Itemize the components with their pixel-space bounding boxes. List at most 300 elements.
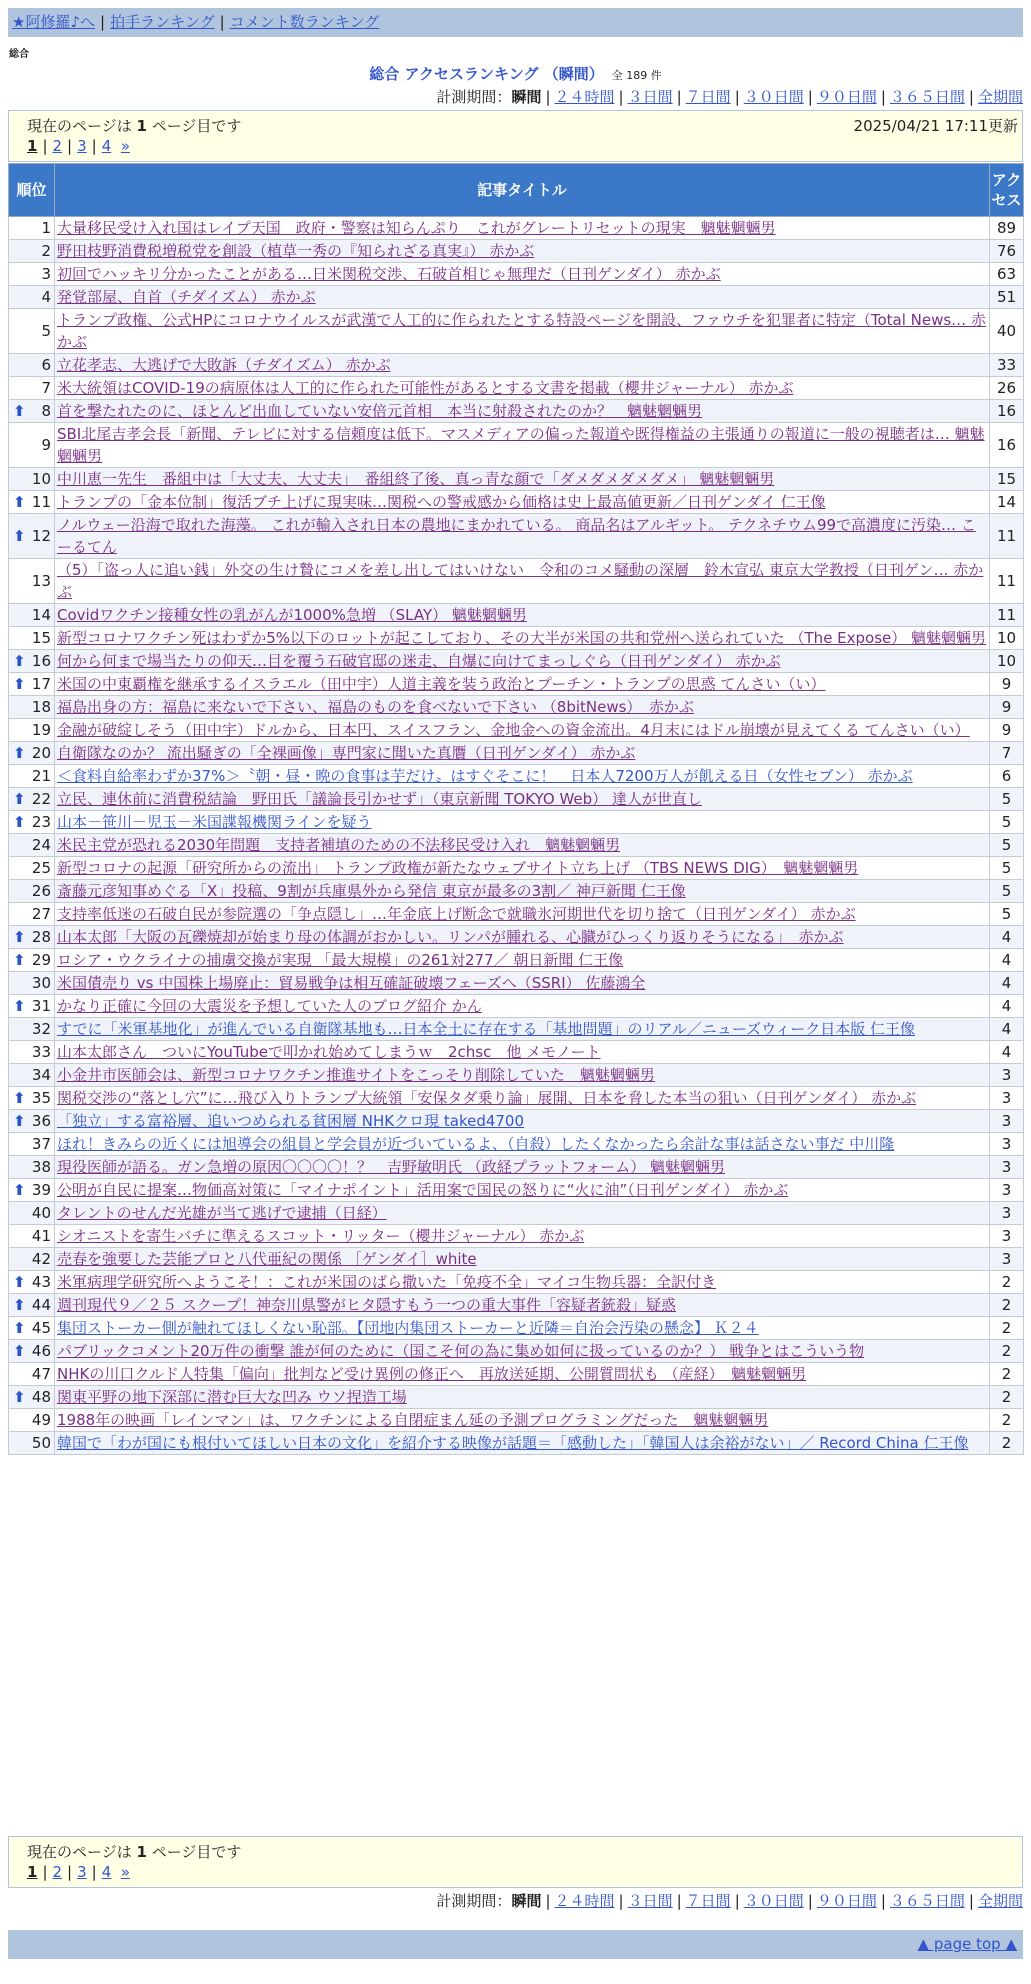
page-separator: | — [42, 1863, 48, 1881]
title-cell — [55, 972, 990, 995]
rank-number: 21 — [31, 767, 51, 785]
title-cell — [55, 514, 990, 559]
period-link[interactable]: ３日間 — [627, 1892, 673, 1910]
rank-number: 7 — [41, 379, 51, 397]
footer-bar — [8, 1930, 1023, 1959]
rank-number: 3 — [41, 265, 51, 283]
rank-number: 31 — [31, 997, 51, 1015]
rank-up-arrow-icon: ⬆ — [13, 1089, 26, 1107]
title-cell — [55, 995, 990, 1018]
access-count: 5 — [990, 880, 1024, 903]
page-link[interactable]: 2 — [52, 1863, 63, 1881]
period-link[interactable]: ９０日間 — [816, 1892, 877, 1910]
table-row — [9, 1179, 1024, 1202]
table-row — [9, 765, 1024, 788]
article-link[interactable]: 大量移民受け入れ国はレイプ天国 政府・警察は知らんぷり これがグレートリセットの現実 魑魅魍魎男 — [57, 219, 776, 237]
period-separator: | — [545, 1892, 551, 1910]
period-separator: | — [968, 1892, 974, 1910]
rank-cell — [9, 719, 55, 742]
table-row — [9, 627, 1024, 650]
ranking-rows — [9, 217, 1024, 1455]
page-link[interactable]: 4 — [101, 1863, 112, 1881]
table-row — [9, 1294, 1024, 1317]
title-cell — [55, 788, 990, 811]
page-link[interactable]: 3 — [77, 137, 87, 155]
article-link[interactable]: 集団ストーカー側が触れてほしくない恥部。【団地内集団ストーカーと近隣＝自治会汚染の懸念】 Ｋ２４ — [57, 1319, 759, 1337]
rank-number: 4 — [41, 288, 51, 306]
rank-number: 6 — [41, 356, 51, 374]
article-link[interactable]: 発覚部屋、自首（チダイズム） 赤かぶ — [57, 288, 316, 306]
access-count: 9 — [990, 719, 1024, 742]
article-link[interactable]: トランプ政権、公式HPにコロナウイルスが武漢で人工的に作られたとする特設ページを開設、ファウチを犯罪者に特定（Total News… 赤かぶ — [57, 311, 986, 351]
article-link[interactable]: 米民主党が恐れる2030年問題 支持者補填のための不法移民受け入れ 魑魅魍魎男 — [57, 836, 621, 854]
table-row — [9, 811, 1024, 834]
article-link[interactable]: （5）「盗っ人に追い銭」外交の生け贄にコメを差し出してはいけない 令和のコメ騒動の深層 鈴木宣弘 東京大学教授（日刊ゲン… 赤かぶ — [57, 561, 984, 601]
access-count: 5 — [990, 834, 1024, 857]
access-count: 10 — [990, 650, 1024, 673]
article-link[interactable]: 週刊現代９／２５ スクープ！神奈川県警がヒタ隠すもう一つの重大事件「容疑者銃殺」疑惑 — [57, 1296, 677, 1314]
period-selector-top — [436, 87, 1023, 107]
access-count: 5 — [990, 903, 1024, 926]
article-link[interactable]: パブリックコメント20万件の衝撃 誰が何のために（国こそ何の為に集め如何に扱っているのか？） 戦争とはこういう物 — [57, 1342, 865, 1360]
table-row — [9, 1409, 1024, 1432]
title-cell — [55, 1225, 990, 1248]
title-cell — [55, 1317, 990, 1340]
rank-cell — [9, 1340, 55, 1363]
title-cell — [55, 1432, 990, 1455]
table-row — [9, 1202, 1024, 1225]
access-count: 11 — [990, 604, 1024, 627]
rank-cell — [9, 1317, 55, 1340]
rank-cell — [9, 880, 55, 903]
article-link[interactable]: 1988年の映画「レインマン」は、ワクチンによる自閉症まん延の予測プログラミングだった 魑魅魍魎男 — [57, 1411, 769, 1429]
nav-separator: | — [100, 13, 106, 31]
rank-cell — [9, 1133, 55, 1156]
article-link[interactable]: 立民、連休前に消費税結論 野田氏「議論長引かせず」（東京新聞 TOKYO Web） 達人が世直し — [57, 790, 702, 808]
updated-time: 2025/04/21 17:11更新 — [853, 117, 1018, 135]
table-row — [9, 604, 1024, 627]
access-count: 63 — [990, 263, 1024, 286]
access-count: 3 — [990, 1087, 1024, 1110]
access-count: 5 — [990, 811, 1024, 834]
period-separator: | — [968, 88, 974, 106]
access-count: 2 — [990, 1386, 1024, 1409]
rank-cell — [9, 377, 55, 400]
article-link[interactable]: かなり正確に今回の大震災を予想していた人のブログ紹介 かん — [57, 997, 482, 1015]
rank-number: 23 — [31, 813, 51, 831]
title-cell — [55, 696, 990, 719]
comment-ranking-link[interactable]: コメント数ランキング — [229, 13, 380, 31]
article-link[interactable]: 立花孝志、大逃げで大敗訴（チダイズム） 赤かぶ — [57, 356, 391, 374]
period-separator: | — [676, 88, 682, 106]
page-current: 1 — [27, 137, 38, 155]
table-row — [9, 949, 1024, 972]
category-label: 総合 — [9, 49, 29, 60]
title-cell — [55, 263, 990, 286]
page-top-link[interactable]: ▲ page top ▲ — [917, 1935, 1017, 1953]
rank-number: 44 — [31, 1296, 51, 1314]
rank-cell — [9, 514, 55, 559]
rank-number: 11 — [31, 493, 51, 511]
article-link[interactable]: 斎藤元彦知事めぐる「X」投稿、9割が兵庫県外から発信 東京が最多の3割／ 神戸新聞 仁王像 — [57, 882, 686, 900]
rank-cell — [9, 604, 55, 627]
article-link[interactable]: NHKの川口クルド人特集「偏向」批判など受け異例の修正へ 再放送延期、公開質問状も （産経） 魑魅魍魎男 — [57, 1365, 807, 1383]
rank-number: 14 — [31, 606, 51, 624]
period-label: 計測期間： — [436, 1892, 512, 1910]
article-link[interactable]: 米軍病理学研究所へようこそ！：これが米国のばら撒いた「免疫不全」マイコ生物兵器：全訳付き — [57, 1273, 717, 1291]
article-link[interactable]: すでに「米軍基地化」が進んでいる自衛隊基地も…日本全土に存在する「基地問題」のリアル／ニューズウィーク日本版 仁王像 — [57, 1020, 915, 1038]
table-row — [9, 263, 1024, 286]
period-link[interactable]: ７日間 — [685, 88, 731, 106]
access-count: 16 — [990, 423, 1024, 468]
article-link[interactable]: 首を撃たれたのに、ほとんど出血していない安倍元首相 本当に射殺されたのか？ 魑魅魍魎男 — [57, 402, 703, 420]
access-column-header: アクセス — [990, 164, 1024, 217]
access-count: 2 — [990, 1409, 1024, 1432]
title-cell — [55, 1179, 990, 1202]
period-link[interactable]: ３０日間 — [743, 1892, 804, 1910]
rank-up-arrow-icon: ⬆ — [13, 951, 26, 969]
current-page-message: 現在のページは 1 ページ目です — [27, 1843, 242, 1861]
article-link[interactable]: 売春を強要した芸能プロと八代亜紀の関係 ［ゲンダイ］white — [57, 1250, 477, 1268]
rank-number: 36 — [31, 1112, 51, 1130]
article-link[interactable]: 山本－笹川－児玉－米国諜報機関ラインを疑う — [57, 813, 372, 831]
article-link[interactable]: 公明が自民に提案…物価高対策に「マイナポイント」活用案で国民の怒りに“火に油”（日刊ゲンダイ） 赤かぶ — [57, 1181, 789, 1199]
title-cell — [55, 903, 990, 926]
rank-cell — [9, 1363, 55, 1386]
access-count: 51 — [990, 286, 1024, 309]
rank-up-arrow-icon: ⬆ — [13, 928, 26, 946]
rank-number: 10 — [31, 470, 51, 488]
article-link[interactable]: 米国債売り vs 中国株上場廃止：貿易戦争は相互確証破壊フェーズへ（SSRI） 佐藤鴻全 — [57, 974, 646, 992]
access-count: 3 — [990, 1179, 1024, 1202]
article-link[interactable]: 新型コロナの起源「研究所からの流出」 トランプ政権が新たなウェブサイト立ち上げ （TBS NEWS DIG） 魑魅魍魎男 — [57, 859, 859, 877]
article-link[interactable]: 米大統領はCOVID-19の病原体は人工的に作られた可能性があるとする文書を掲載（櫻井ジャーナル） 赤かぶ — [57, 379, 794, 397]
period-link[interactable]: ３６５日間 — [889, 88, 965, 106]
rank-up-arrow-icon: ⬆ — [13, 997, 26, 1015]
access-count: 11 — [990, 514, 1024, 559]
rank-up-arrow-icon: ⬆ — [13, 1342, 26, 1360]
page-link[interactable]: 2 — [52, 137, 63, 155]
rank-cell — [9, 1202, 55, 1225]
rank-cell — [9, 468, 55, 491]
page-separator: | — [91, 137, 97, 155]
title-cell — [55, 286, 990, 309]
rank-cell — [9, 1271, 55, 1294]
rank-cell — [9, 1087, 55, 1110]
access-count: 2 — [990, 1340, 1024, 1363]
pagination — [27, 137, 130, 155]
rank-cell — [9, 1432, 55, 1455]
page-separator: | — [67, 1863, 73, 1881]
rank-up-arrow-icon: ⬆ — [13, 402, 26, 420]
rank-cell — [9, 1294, 55, 1317]
title-cell — [55, 765, 990, 788]
title-cell — [55, 377, 990, 400]
rank-number: 22 — [31, 790, 51, 808]
period-separator: | — [545, 88, 551, 106]
article-link[interactable]: ノルウェー沿海で取れた海藻。 これが輸入され日本の農地にまかれている。 商品名はアルギット。 テクネチウム99で高濃度に汚染… こーるてん — [57, 516, 976, 556]
access-count: 33 — [990, 354, 1024, 377]
period-link[interactable]: ３日間 — [627, 88, 673, 106]
page-link[interactable]: 4 — [101, 137, 112, 155]
access-count: 3 — [990, 1202, 1024, 1225]
article-link[interactable]: タレントのせんだ光雄が当て逃げで逮捕（日経） — [57, 1204, 387, 1222]
period-link[interactable]: 全期間 — [977, 1892, 1023, 1910]
article-link[interactable]: ＜食料自給率わずか37%＞〝朝・昼・晩の食事は芋だけ〟はすぐそこに！ 日本人7200万人が飢える日（女性セブン） 赤かぶ — [57, 767, 913, 785]
table-row — [9, 491, 1024, 514]
period-link[interactable]: ２４時間 — [554, 1892, 615, 1910]
access-count: 5 — [990, 788, 1024, 811]
next-page-link[interactable]: » — [120, 137, 130, 155]
title-cell — [55, 1202, 990, 1225]
table-row — [9, 972, 1024, 995]
rank-cell — [9, 491, 55, 514]
rank-cell — [9, 1018, 55, 1041]
table-row — [9, 286, 1024, 309]
period-label: 計測期間： — [436, 88, 512, 106]
title-cell — [55, 1133, 990, 1156]
article-link[interactable]: 金融が破綻しそう（田中宇）ドルから、日本円、スイスフラン、金地金への資金流出。4月末にはドル崩壊が見えてくる てんさい（い） — [57, 721, 970, 739]
title-cell — [55, 1041, 990, 1064]
access-count: 2 — [990, 1363, 1024, 1386]
title-cell — [55, 834, 990, 857]
article-link[interactable]: 中川恵一先生 番組中は「大丈夫、大丈夫」 番組終了後、真っ青な顔で「ダメダメダメダメ」 魑魅魍魎男 — [57, 470, 775, 488]
article-link[interactable]: 韓国で「わが国にも根付いてほしい日本の文化」を紹介する映像が話題＝「感動した」「韓国人は余裕がない」／ Record China 仁王像 — [57, 1434, 969, 1452]
table-row — [9, 1133, 1024, 1156]
ranking-heading — [0, 64, 1031, 86]
article-link[interactable]: シオニストを寄生バチに準えるスコット・リッター（櫻井ジャーナル） 赤かぶ — [57, 1227, 585, 1245]
access-count: 11 — [990, 559, 1024, 604]
period-separator: | — [734, 88, 740, 106]
rank-cell — [9, 673, 55, 696]
rank-number: 34 — [31, 1066, 51, 1084]
home-link[interactable]: ★阿修羅♪へ — [12, 13, 96, 31]
period-separator: | — [807, 88, 813, 106]
title-cell — [55, 400, 990, 423]
rank-cell — [9, 696, 55, 719]
period-link[interactable]: 全期間 — [977, 88, 1023, 106]
article-link[interactable]: Covidワクチン接種女性の乳がんが1000%急増 （SLAY） 魑魅魍魎男 — [57, 606, 527, 624]
rank-cell — [9, 627, 55, 650]
rank-up-arrow-icon: ⬆ — [13, 1388, 26, 1406]
access-count: 4 — [990, 1041, 1024, 1064]
period-separator: | — [618, 1892, 624, 1910]
current-page-number: 1 — [136, 117, 147, 135]
table-row — [9, 1386, 1024, 1409]
rank-number: 41 — [31, 1227, 51, 1245]
article-link[interactable]: 現役医師が語る。ガン急増の原因〇〇〇〇！？ 吉野敏明氏 （政経プラットフォーム） 魑魅魍魎男 — [57, 1158, 726, 1176]
article-link[interactable]: 福島出身の方：福島に来ないで下さい、福島のものを食べないで下さい （8bitNews） 赤かぶ — [57, 698, 694, 716]
access-count: 3 — [990, 1248, 1024, 1271]
rank-cell — [9, 903, 55, 926]
page-info-bottom — [8, 1836, 1023, 1888]
period-separator: | — [880, 88, 886, 106]
rank-cell — [9, 1386, 55, 1409]
rank-number: 17 — [31, 675, 51, 693]
access-count: 4 — [990, 926, 1024, 949]
access-count: 6 — [990, 765, 1024, 788]
rank-number: 40 — [31, 1204, 51, 1222]
rank-number: 9 — [41, 436, 51, 454]
table-row — [9, 217, 1024, 240]
rank-cell — [9, 811, 55, 834]
article-link[interactable]: 支持率低迷の石破自民が参院選の「争点隠し」…年金底上げ断念で就職氷河期世代を切り捨て（日刊ゲンダイ） 赤かぶ — [57, 905, 856, 923]
rank-number: 50 — [31, 1434, 51, 1452]
title-cell — [55, 880, 990, 903]
article-link[interactable]: ロシア・ウクライナの捕虜交換が実現 「最大規模」の261対277／ 朝日新聞 仁王像 — [57, 951, 624, 969]
table-row — [9, 514, 1024, 559]
article-link[interactable]: 米国の中東覇権を継承するイスラエル（田中宇）人道主義を装う政治とプーチン・トランプの思惑 てんさい（い） — [57, 675, 826, 693]
rank-number: 1 — [41, 219, 51, 237]
access-count: 76 — [990, 240, 1024, 263]
access-count: 40 — [990, 309, 1024, 354]
period-link[interactable]: ３０日間 — [743, 88, 804, 106]
rank-up-arrow-icon: ⬆ — [13, 1319, 26, 1337]
title-cell — [55, 742, 990, 765]
article-link[interactable]: 野田枝野消費税増税党を創設（植草一秀の『知られざる真実』） 赤かぶ — [57, 242, 535, 260]
rank-cell — [9, 286, 55, 309]
table-row — [9, 719, 1024, 742]
table-row — [9, 1225, 1024, 1248]
rank-cell — [9, 1110, 55, 1133]
access-count: 9 — [990, 696, 1024, 719]
rank-number: 29 — [31, 951, 51, 969]
rank-number: 46 — [31, 1342, 51, 1360]
rank-number: 26 — [31, 882, 51, 900]
table-row — [9, 1317, 1024, 1340]
rank-cell — [9, 765, 55, 788]
period-link[interactable]: ２４時間 — [554, 88, 615, 106]
article-link[interactable]: 「独立」する富裕層、追いつめられる貧困層 NHKクロ現 taked4700 — [57, 1112, 525, 1130]
table-row — [9, 1363, 1024, 1386]
table-row — [9, 423, 1024, 468]
rank-number: 48 — [31, 1388, 51, 1406]
period-link[interactable]: ７日間 — [685, 1892, 731, 1910]
pagination — [27, 1863, 130, 1881]
article-link[interactable]: ほれ！きみらの近くには旭導会の組員と学会員が近づいているよ、（自殺）したくなかったら余計な事は話さない事だ 中川隆 — [57, 1135, 895, 1153]
article-link[interactable]: 新型コロナワクチン死はわずか5%以下のロットが起こしており、その大半が米国の共和党州へ送られていた （The Expose） 魑魅魍魎男 — [57, 629, 987, 647]
article-link[interactable]: 自衛隊なのか？ 流出騒ぎの「全裸画像」専門家に聞いた真贋（日刊ゲンダイ） 赤かぶ — [57, 744, 636, 762]
table-row — [9, 926, 1024, 949]
title-cell — [55, 811, 990, 834]
next-page-link[interactable]: » — [120, 1863, 130, 1881]
clap-ranking-link[interactable]: 拍手ランキング — [110, 13, 215, 31]
article-link[interactable]: 初回でハッキリ分かったことがある…日米関税交渉、石破首相じゃ無理だ（日刊ゲンダイ） 赤かぶ — [57, 265, 721, 283]
rank-cell — [9, 650, 55, 673]
rank-number: 43 — [31, 1273, 51, 1291]
rank-cell — [9, 949, 55, 972]
access-count: 2 — [990, 1294, 1024, 1317]
article-link[interactable]: SBI北尾吉孝会長「新聞、テレビに対する信頼度は低下。マスメディアの偏った報道や既得権益の主張通りの報道に一般の視聴者は… 魑魅魍魎男 — [57, 425, 985, 465]
access-count: 2 — [990, 1271, 1024, 1294]
period-separator: | — [880, 1892, 886, 1910]
rank-number: 32 — [31, 1020, 51, 1038]
table-row — [9, 309, 1024, 354]
table-row — [9, 788, 1024, 811]
rank-cell — [9, 857, 55, 880]
period-link[interactable]: ３６５日間 — [889, 1892, 965, 1910]
table-row — [9, 995, 1024, 1018]
rank-cell — [9, 1248, 55, 1271]
table-row — [9, 1064, 1024, 1087]
ranking-table — [8, 163, 1024, 1455]
table-row — [9, 903, 1024, 926]
table-row — [9, 559, 1024, 604]
title-column-header: 記事タイトル — [55, 164, 990, 217]
access-count: 3 — [990, 1133, 1024, 1156]
rank-up-arrow-icon: ⬆ — [13, 652, 26, 670]
access-count: 2 — [990, 1317, 1024, 1340]
access-count: 4 — [990, 949, 1024, 972]
period-separator: | — [618, 88, 624, 106]
rank-cell — [9, 263, 55, 286]
rank-number: 18 — [31, 698, 51, 716]
access-count: 4 — [990, 972, 1024, 995]
current-page-number: 1 — [136, 1843, 147, 1861]
rank-number: 16 — [31, 652, 51, 670]
rank-number: 42 — [31, 1250, 51, 1268]
access-count: 4 — [990, 995, 1024, 1018]
rank-number: 38 — [31, 1158, 51, 1176]
table-row — [9, 354, 1024, 377]
period-separator: | — [807, 1892, 813, 1910]
rank-cell — [9, 240, 55, 263]
rank-cell — [9, 217, 55, 240]
nav-separator: | — [219, 13, 225, 31]
page-separator: | — [91, 1863, 97, 1881]
rank-cell — [9, 972, 55, 995]
table-row — [9, 240, 1024, 263]
rank-cell — [9, 995, 55, 1018]
title-cell — [55, 1340, 990, 1363]
table-row — [9, 857, 1024, 880]
rank-cell — [9, 1225, 55, 1248]
table-row — [9, 834, 1024, 857]
rank-number: 24 — [31, 836, 51, 854]
article-link[interactable]: 山本太郎さん ついにYouTubeで叩かれ始めてしまうｗ 2chsc 他 メモノート — [57, 1043, 601, 1061]
title-cell — [55, 926, 990, 949]
table-row — [9, 1340, 1024, 1363]
access-count: 5 — [990, 857, 1024, 880]
article-link[interactable]: 関税交渉の“落とし穴”に…飛び入りトランプ大統領「安保タダ乗り論」展開、日本を脅した本当の狙い（日刊ゲンダイ） 赤かぶ — [57, 1089, 917, 1107]
article-link[interactable]: 山本太郎「大阪の瓦礫焼却が始まり母の体調がおかしい。リンパが腫れる、心臓がひっくり返りそうになる」 赤かぶ — [57, 928, 844, 946]
rank-number: 47 — [31, 1365, 51, 1383]
table-header-row — [9, 164, 1024, 217]
rank-cell — [9, 742, 55, 765]
access-count: 14 — [990, 491, 1024, 514]
access-count: 3 — [990, 1064, 1024, 1087]
title-cell — [55, 423, 990, 468]
title-cell — [55, 719, 990, 742]
page-link[interactable]: 3 — [77, 1863, 87, 1881]
table-row — [9, 1271, 1024, 1294]
article-link[interactable]: 関東平野の地下深部に潜む巨大な凹み ウソ捏造工場 — [57, 1388, 407, 1406]
access-count: 2 — [990, 1432, 1024, 1455]
table-row — [9, 1110, 1024, 1133]
page-current: 1 — [27, 1863, 38, 1881]
table-row — [9, 673, 1024, 696]
article-link[interactable]: 小金井市医師会は、新型コロナワクチン推進サイトをこっそり削除していた 魑魅魍魎男 — [57, 1066, 655, 1084]
article-link[interactable]: トランプの「金本位制」復活ブチ上げに現実味…関税への警戒感から価格は史上最高値更新／日刊ゲンダイ 仁王像 — [57, 493, 826, 511]
rank-up-arrow-icon: ⬆ — [13, 675, 26, 693]
period-link[interactable]: ９０日間 — [816, 88, 877, 106]
title-cell — [55, 650, 990, 673]
table-row — [9, 1041, 1024, 1064]
article-link[interactable]: 何から何まで場当たりの仰天…目を覆う石破官邸の迷走、自爆に向けてまっしぐら（日刊ゲンダイ） 赤かぶ — [57, 652, 781, 670]
top-nav-bar — [8, 8, 1023, 37]
title-cell — [55, 354, 990, 377]
rank-number: 19 — [31, 721, 51, 739]
